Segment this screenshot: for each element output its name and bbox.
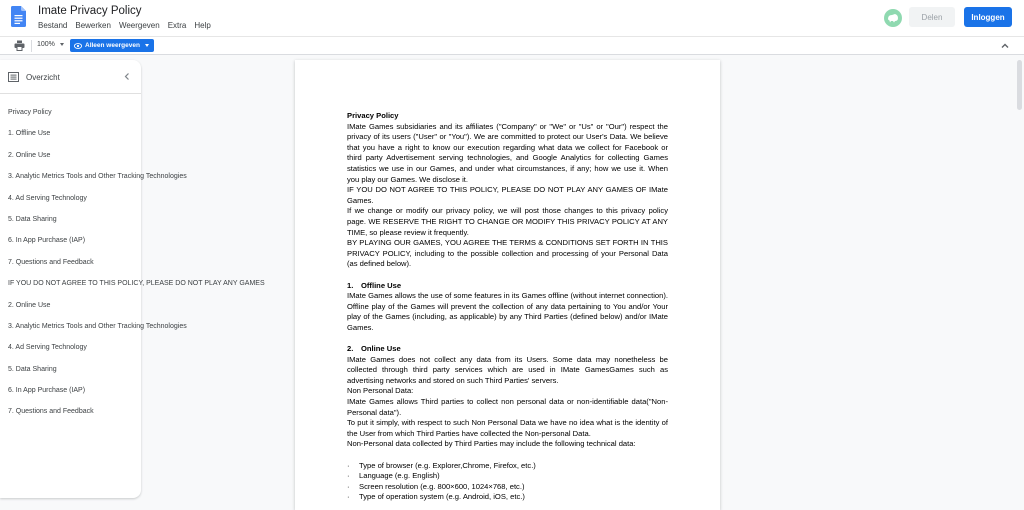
zoom-select[interactable] bbox=[37, 41, 64, 48]
toolbar-divider bbox=[31, 40, 32, 52]
view-mode-label: Alleen weergeven bbox=[85, 42, 140, 49]
chevron-up-icon[interactable] bbox=[1000, 41, 1010, 51]
login-button[interactable]: Inloggen bbox=[964, 7, 1012, 27]
list-item bbox=[347, 482, 668, 493]
paragraph-online-use: IMate Games does not collect any data from its Users. Some data may nonetheless be collected through third party services which are used in IMate GamesGames such as advertising networks and stored on such Third Parties' servers. bbox=[347, 354, 668, 385]
print-icon[interactable] bbox=[14, 40, 25, 51]
outline-list bbox=[8, 109, 265, 430]
outline-item[interactable]: 3. Analytic Metrics Tools and Other Tracking Technologies bbox=[8, 173, 187, 181]
toolbar bbox=[0, 36, 1024, 55]
bullet-dot: · bbox=[347, 481, 350, 491]
menu-view[interactable]: Weergeven bbox=[118, 21, 160, 30]
section-number: 1. bbox=[347, 280, 354, 290]
list-item bbox=[347, 471, 668, 482]
outline-item[interactable]: 3. Analytic Metrics Tools and Other Tracking Technologies bbox=[8, 322, 187, 330]
paragraph-changes: If we change or modify our privacy policy, we will post those changes to this privacy policy page. WE RESERVE THE RIGHT TO CHANGE OR MODIFY THIS PRIVACY POLICY AT ANY TIME, so please review it frequently. bbox=[347, 206, 668, 237]
zoom-value: 100% bbox=[37, 41, 55, 48]
share-button[interactable]: Delen bbox=[909, 7, 955, 27]
paragraph-agree: BY PLAYING OUR GAMES, YOU AGREE THE TERMS & CONDITIONS SET FORTH IN THIS PRIVACY POLICY, including to the possible collection and processing of your Personal Data (as defined below). bbox=[347, 238, 668, 269]
outline-item[interactable]: 4. Ad Serving Technology bbox=[8, 194, 87, 202]
menu-help[interactable]: Help bbox=[194, 21, 211, 30]
view-mode-button[interactable] bbox=[70, 39, 154, 52]
section-title: Online Use bbox=[361, 344, 401, 354]
chevron-left-icon[interactable] bbox=[123, 72, 131, 81]
document-heading: Privacy Policy bbox=[347, 111, 399, 120]
chevron-down-icon bbox=[60, 43, 64, 46]
paragraph-warning: IF YOU DO NOT AGREE TO THIS POLICY, PLEASE DO NOT PLAY ANY GAMES OF IMate Games. bbox=[347, 185, 668, 205]
outline-item[interactable]: 6. In App Purchase (IAP) bbox=[8, 237, 86, 245]
bullet-dot: · bbox=[347, 492, 350, 502]
chevron-down-icon bbox=[145, 44, 149, 47]
outline-item[interactable]: 2. Online Use bbox=[8, 301, 51, 309]
outline-icon bbox=[8, 72, 19, 82]
paragraph-offline-use: IMate Games allows the use of some features in its Games offline (without internet connection). Offline play of the Games will prevent the collection of any data pertaining to You and/or Your play of the Games (including, as applicable) by any Third Parties (defined below) and/or IMate Games. bbox=[347, 291, 668, 332]
paragraph-intro: IMate Games subsidiaries and its affiliates ("Company" or "We" or "Us" or "Our") respect the privacy of its users ("User" or "You"). We are committed to protect our User's Data. We believe that you have a right to know our execution regarding what data we collect for Facebook or third party Advertisement serving technologies, and Google Analytics for collecting Games statistics we use in our Games, and under what circumstances, if any; how we use it. When you play our Games. We disclose it. bbox=[347, 121, 668, 184]
section-heading-online-use bbox=[347, 344, 668, 355]
outline-item[interactable]: 1. Offline Use bbox=[8, 130, 51, 138]
eye-icon bbox=[74, 43, 82, 49]
menu-edit[interactable]: Bewerken bbox=[75, 21, 111, 30]
outline-item[interactable]: Privacy Policy bbox=[8, 109, 52, 116]
scrollbar-thumb[interactable] bbox=[1017, 60, 1022, 110]
outline-item[interactable]: 5. Data Sharing bbox=[8, 215, 57, 223]
outline-item[interactable]: 6. In App Purchase (IAP) bbox=[8, 387, 86, 395]
outline-panel bbox=[0, 60, 265, 498]
outline-item[interactable]: 5. Data Sharing bbox=[8, 365, 57, 373]
outline-item[interactable]: 7. Questions and Feedback bbox=[8, 258, 94, 266]
outline-title: Overzicht bbox=[26, 73, 60, 82]
menu-file[interactable]: Bestand bbox=[38, 21, 68, 30]
list-item bbox=[347, 461, 668, 472]
list-item-text: Type of browser (e.g. Explorer,Chrome, Firefox, etc.) bbox=[359, 460, 536, 470]
scrollbar[interactable] bbox=[1014, 56, 1024, 503]
list-item-text: Type of operation system (e.g. Android, iOS, etc.) bbox=[359, 492, 525, 502]
app-header bbox=[0, 0, 1024, 36]
menu-tools[interactable]: Extra bbox=[167, 21, 187, 30]
section-number: 2. bbox=[347, 344, 354, 354]
outline-item[interactable]: 4. Ad Serving Technology bbox=[8, 344, 87, 352]
paragraph-np-list-intro: Non-Personal data collected by Third Parties may include the following technical data: bbox=[347, 439, 636, 449]
list-item bbox=[347, 492, 668, 503]
anonymous-animal-icon[interactable] bbox=[884, 9, 902, 27]
document-title: Imate Privacy Policy bbox=[38, 5, 142, 17]
document-page bbox=[295, 60, 720, 510]
outline-item[interactable]: IF YOU DO NOT AGREE TO THIS POLICY, PLEASE DO NOT PLAY ANY GAMES bbox=[8, 280, 265, 288]
section-heading-offline-use bbox=[347, 281, 668, 292]
list-item-text: Screen resolution (e.g. 800×600, 1024×768, etc.) bbox=[359, 481, 525, 491]
list-item-text: Language (e.g. English) bbox=[359, 471, 440, 481]
paragraph-np-simple: To put it simply, with respect to such Non Personal Data we have no idea what is the identity of the User from which Third Parties have collected the Non-personal Data. bbox=[347, 418, 668, 438]
bullet-dot: · bbox=[347, 460, 350, 470]
paragraph-np-label: Non Personal Data: bbox=[347, 386, 414, 396]
outline-item[interactable]: 7. Questions and Feedback bbox=[8, 408, 94, 416]
section-title: Offline Use bbox=[361, 280, 402, 290]
outline-item[interactable]: 2. Online Use bbox=[8, 151, 51, 159]
paragraph-np-body: IMate Games allows Third parties to collect non personal data or non-identifiable data("Non-Personal data"). bbox=[347, 397, 668, 417]
menu-bar bbox=[38, 21, 211, 30]
bullet-dot: · bbox=[347, 471, 350, 481]
document-body bbox=[347, 111, 668, 503]
outline-header bbox=[0, 60, 141, 94]
docs-icon[interactable] bbox=[11, 6, 26, 27]
